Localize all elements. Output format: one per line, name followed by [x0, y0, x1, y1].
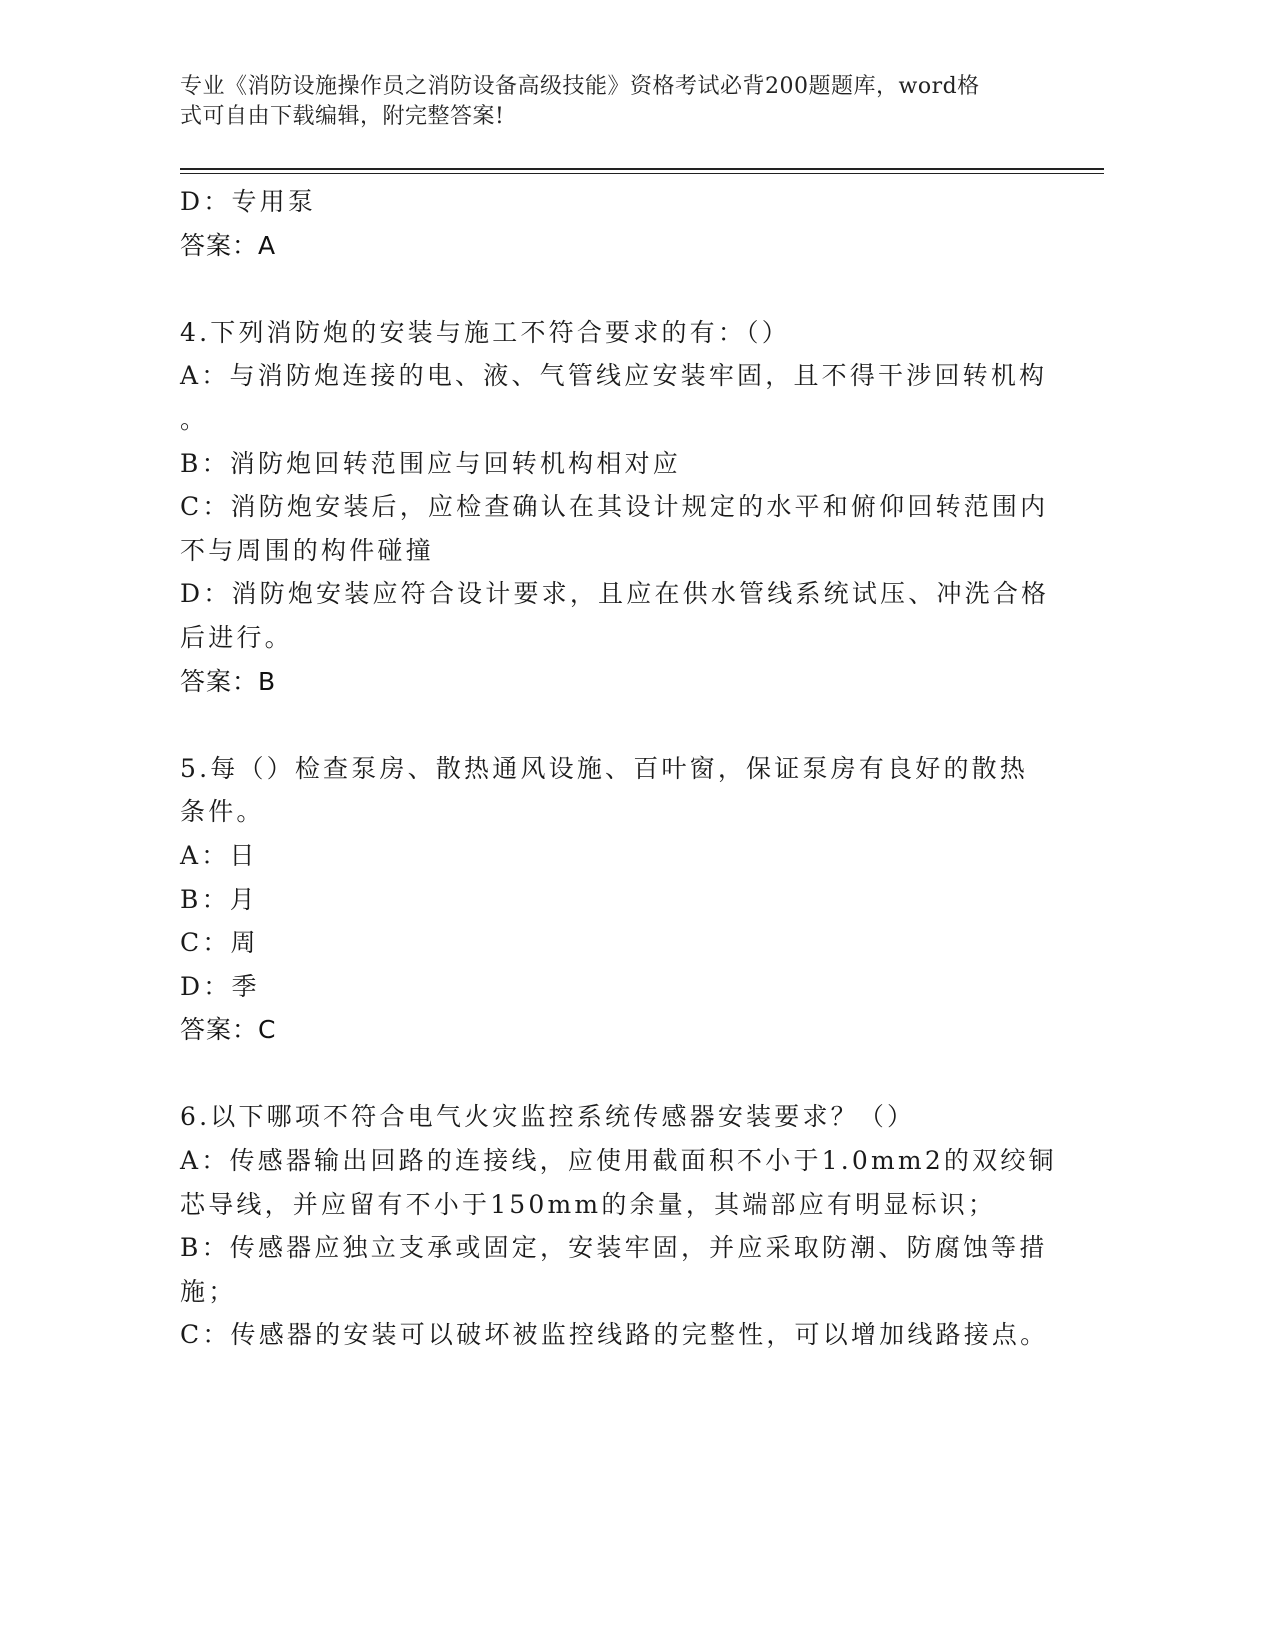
- header-line-2: 式可自由下载编辑，附完整答案!: [180, 104, 505, 129]
- question-6-option-a-line-2: 芯导线，并应留有不小于150mm的余量，其端部应有明显标识；: [180, 1189, 997, 1219]
- question-6-option-c: C：传感器的安装可以破坏被监控线路的完整性，可以增加线路接点。: [180, 1320, 1049, 1350]
- question-5-stem-line-1: 5.每（）检查泵房、散热通风设施、百叶窗，保证泵房有良好的散热: [180, 753, 1029, 783]
- spacer: [180, 1052, 1040, 1096]
- question-5-option-a: A：日: [180, 840, 258, 870]
- question-5-option-c: C：周: [180, 928, 259, 958]
- question-6-option-b-line-1: B：传感器应独立支承或固定，安装牢固，并应采取防潮、防腐蚀等措: [180, 1233, 1048, 1263]
- question-6-option-b-line-2: 施；: [180, 1276, 237, 1306]
- question-3-answer: 答案：A: [180, 230, 277, 260]
- question-5-option-b: B：月: [180, 884, 258, 914]
- question-4-option-b: B：消防炮回转范围应与回转机构相对应: [180, 448, 681, 478]
- question-6: [180, 1095, 1057, 1357]
- document-header: [180, 72, 1040, 132]
- document-body: [180, 180, 1057, 1357]
- spacer: [180, 703, 1040, 747]
- question-5-stem-line-2: 条件。: [180, 797, 265, 827]
- question-4-option-d-line-1: D：消防炮安装应符合设计要求，且应在供水管线系统试压、冲洗合格: [180, 579, 1050, 609]
- question-5-answer: 答案：C: [180, 1015, 277, 1045]
- question-6-option-a-line-1: A：传感器输出回路的连接线，应使用截面积不小于1.0mm2的双绞铜: [180, 1146, 1057, 1176]
- header-divider-thin: [180, 173, 1104, 174]
- question-6-stem: 6.以下哪项不符合电气火灾监控系统传感器安装要求？（）: [180, 1102, 916, 1132]
- spacer: [180, 267, 1040, 311]
- header-divider-thick: [180, 168, 1104, 170]
- question-4-answer: 答案：B: [180, 666, 277, 696]
- header-line-1: 专业《消防设施操作员之消防设备高级技能》资格考试必背200题题库，word格: [180, 74, 980, 99]
- question-3-tail: [180, 180, 1040, 267]
- question-4-option-c-line-1: C：消防炮安装后，应检查确认在其设计规定的水平和俯仰回转范围内: [180, 492, 1049, 522]
- question-4-option-a-line-1: A：与消防炮连接的电、液、气管线应安装牢固，且不得干涉回转机构: [180, 361, 1048, 391]
- question-4: [180, 311, 1050, 703]
- question-3-option-d: D：专用泵: [180, 187, 317, 216]
- question-4-option-a-line-2: 。: [180, 404, 209, 434]
- question-4-option-c-line-2: 不与周围的构件碰撞: [180, 535, 434, 565]
- question-4-stem: 4.下列消防炮的安装与施工不符合要求的有：（）: [180, 317, 790, 347]
- question-5: [180, 747, 1040, 1052]
- question-4-option-d-line-2: 后进行。: [180, 622, 293, 652]
- question-5-option-d: D：季: [180, 971, 260, 1001]
